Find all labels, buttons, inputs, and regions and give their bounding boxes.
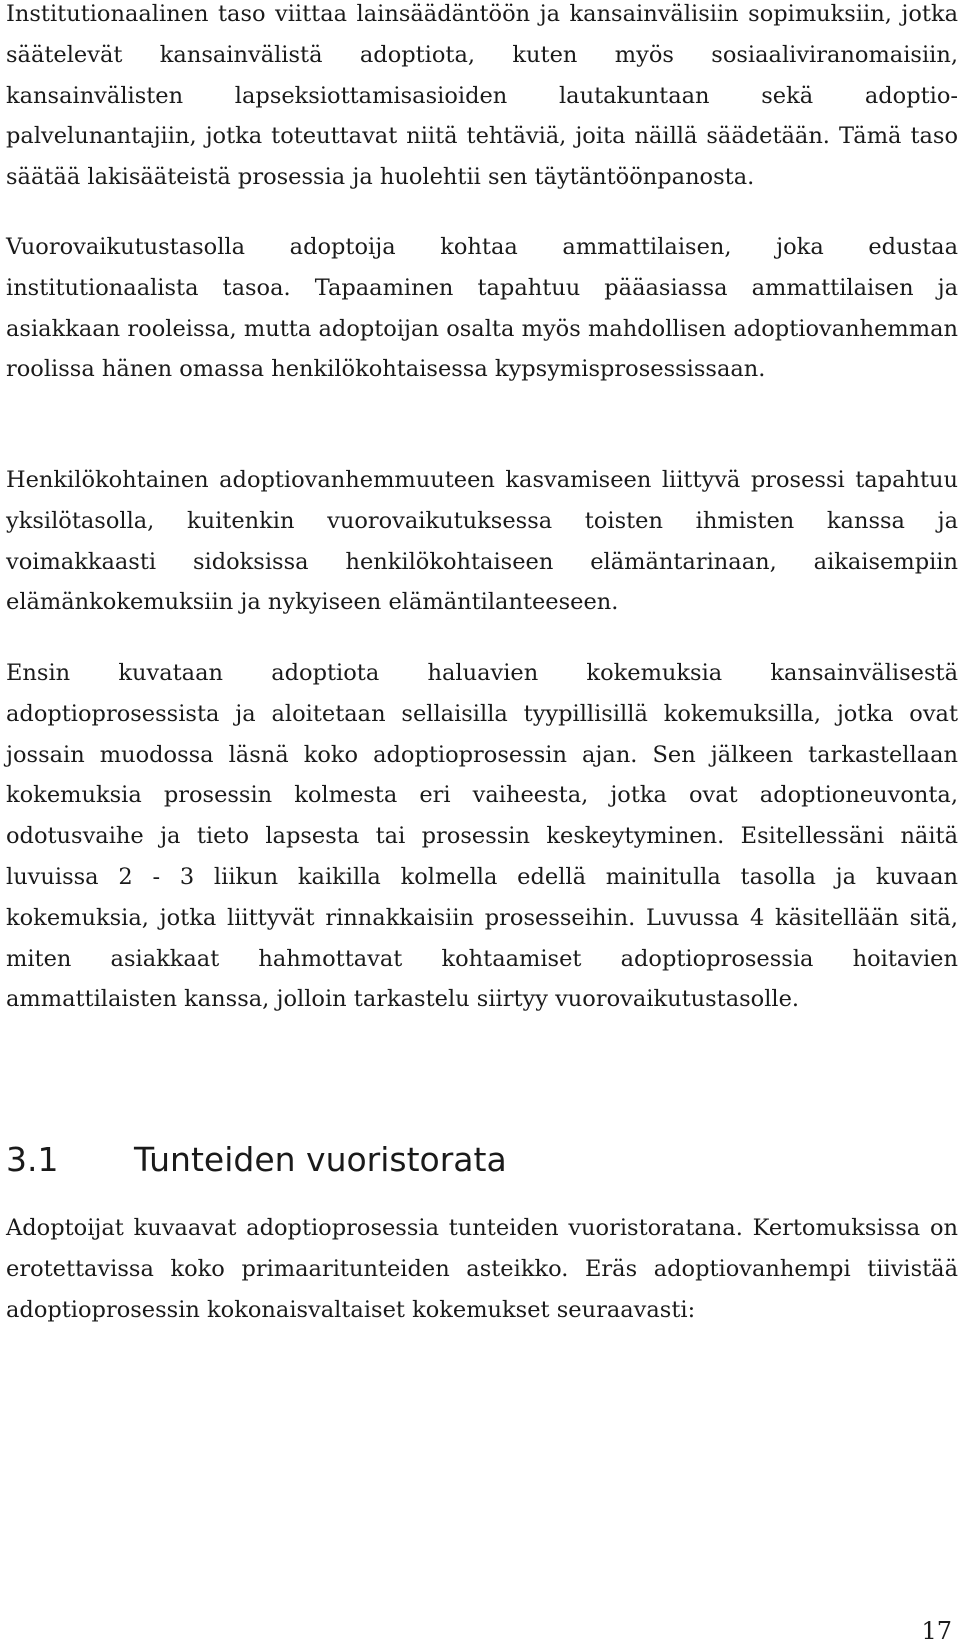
paragraph-chapter-overview: Ensin kuvataan adoptiota haluavien kokemuksia kansainvälisestä adoptioprosessista ja aloitetaan sellaisilla tyypillisillä kokemuksilla, jotka ovat jossain muodossa läsnä koko adoptioprosessin ajan. Sen jälkeen tarkastellaan kokemuksia prosessin kolmesta eri vaiheesta, jotka ovat adoptioneuvonta, odotusvaihe ja tieto lapsesta tai prosessin keskeytyminen. Esitellessäni näitä luvuissa 2 - 3 liikun kaikilla kolmella edellä mainitulla tasolla ja kuvaan kokemuksia, jotka liittyvät rinnakkaisiin prosesseihin. Luvussa 4 käsitellään sitä, miten asiakkaat hahmottavat kohtaamiset adoptioprosessia hoitavien ammattilaisten kanssa, jolloin tarkastelu siirtyy vuorovaikutustasolle. <box>6 660 958 1013</box>
paragraph-interaction-level: Vuorovaikutustasolla adoptoija kohtaa ammattilaisen, joka edustaa institutionaalista tasoa. Tapaaminen tapahtuu pääasiassa ammattilaisen ja asiakkaan rooleissa, mutta adoptoijan osalta myös mahdollisen adoptiovanhemman roolissa hänen omassa henkilökohtaisessa kypsymisprosessissaan. <box>6 234 958 383</box>
paragraph-institutional-level: Institutionaalinen taso viittaa lainsäädäntöön ja kansainvälisiin sopimuksiin, jotka säätelevät kansainvälistä adoptiota, kuten myös sosiaaliviranomaisiin, kansainvälisten lapseksiottamisasioiden lautakuntaan sekä adoptio-palvelunantajiin, jotka toteuttavat niitä tehtäviä, joita näillä säädetään. Tämä taso säätää lakisääteistä prosessia ja huolehtii sen täytäntöönpanosta. <box>6 1 958 191</box>
section-number: 3.1 <box>6 1140 59 1179</box>
section-heading <box>6 1138 507 1182</box>
section-title: Tunteiden vuoristorata <box>134 1140 507 1179</box>
paragraph-emotional-rollercoaster: Adoptoijat kuvaavat adoptioprosessia tunteiden vuoristoratana. Kertomuksissa on erotettavissa koko primaaritunteiden asteikko. Eräs adoptiovanhempi tiivistää adoptioprosessin kokonaisvaltaiset kokemukset seuraavasti: <box>6 1215 958 1323</box>
paragraph-individual-level: Henkilökohtainen adoptiovanhemmuuteen kasvamiseen liittyvä prosessi tapahtuu yksilötasolla, kuitenkin vuorovaikutuksessa toisten ihmisten kanssa ja voimakkaasti sidoksissa henkilökohtaiseen elämäntarinaan, aikaisempiin elämänkokemuksiin ja nykyiseen elämäntilanteeseen. <box>6 467 958 616</box>
page-number: 17 <box>921 1617 952 1645</box>
